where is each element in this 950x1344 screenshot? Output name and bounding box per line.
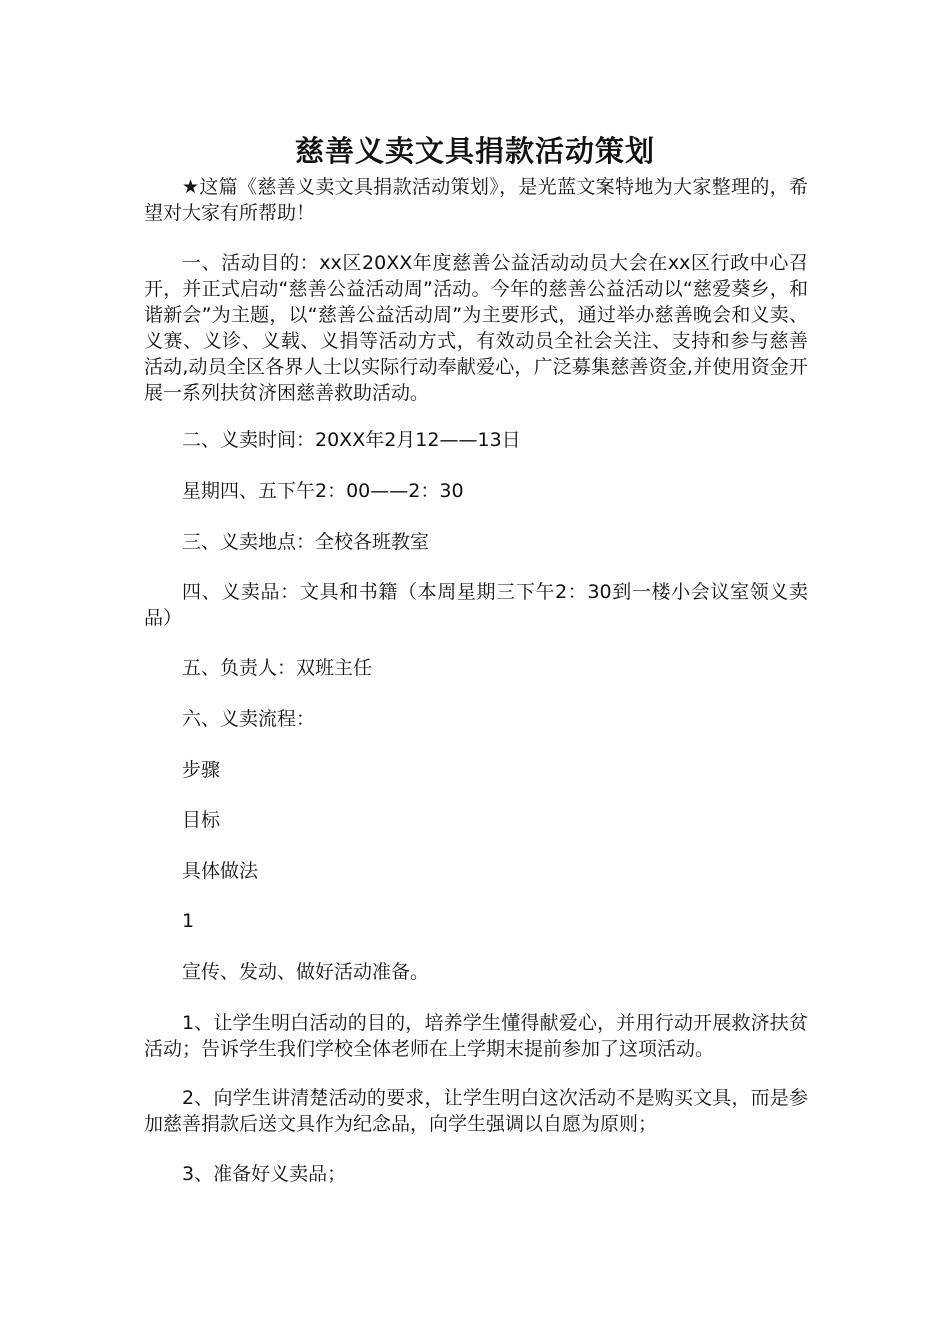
process-heading: 六、义卖流程： xyxy=(182,708,316,730)
method-item-3: 3、准备好义卖品； xyxy=(182,1163,347,1185)
method-item-1: 1、让学生明白活动的目的，培养学生懂得献爱心，并用行动开展救济扶贫活动；告诉学生我们学校全体老师在上学期末提前参加了这项活动。 xyxy=(144,1012,808,1060)
document-title: 慈善义卖文具捐款活动策划 xyxy=(294,134,655,168)
step-label: 步骤 xyxy=(182,759,221,781)
intro-paragraph: ★这篇《慈善义卖文具捐款活动策划》，是光蓝文案特地为大家整理的，希望对大家有所帮助！ xyxy=(144,176,808,224)
person-in-charge-paragraph: 五、负责人：双班主任 xyxy=(182,657,373,679)
method-item-2: 2、向学生讲清楚活动的要求，让学生明白这次活动不是购买文具，而是参加慈善捐款后送文具作为纪念品，向学生强调以自愿为原则； xyxy=(144,1087,808,1135)
sale-items-paragraph: 四、义卖品：文具和书籍（本周星期三下午2：30到一楼小会议室领义卖品） xyxy=(144,581,808,629)
step-goal-paragraph: 宣传、发动、做好活动准备。 xyxy=(182,961,430,983)
purpose-paragraph: 一、活动目的：xx区20XX年度慈善公益活动动员大会在xx区行政中心召开，并正式启动“慈善公益活动周”活动。今年的慈善公益活动以“慈爱葵乡，和谐新会”为主题，以“慈善公益活动周”为主要形式，通过举办慈善晚会和义卖、义赛、义诊、义载、义捐等活动方式，有效动员全社会关注、支持和参与慈善活动,动员全区各界人士以实际行动奉献爱心，广泛募集慈善资金,并使用资金开展一系列扶贫济困慈善救助活动。 xyxy=(144,252,808,404)
goal-label: 目标 xyxy=(182,809,221,831)
method-label: 具体做法 xyxy=(182,860,259,882)
sale-hours-paragraph: 星期四、五下午2：00——2：30 xyxy=(182,480,464,502)
step-number: 1 xyxy=(182,910,195,932)
sale-location-paragraph: 三、义卖地点：全校各班教室 xyxy=(182,531,430,553)
sale-time-paragraph: 二、义卖时间：20XX年2月12——13日 xyxy=(182,429,521,451)
